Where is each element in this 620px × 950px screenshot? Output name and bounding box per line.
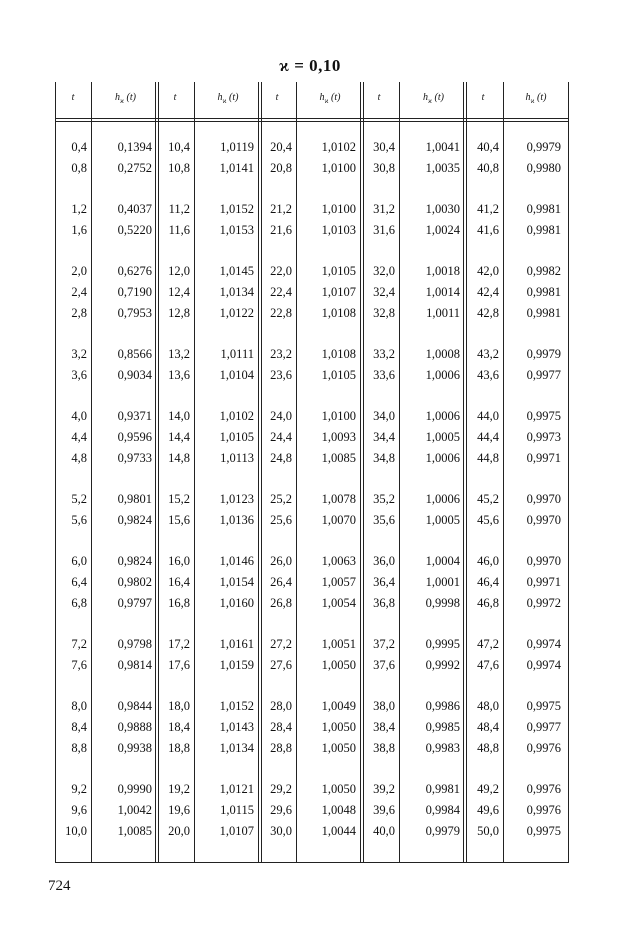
cell-h: 0,9824: [117, 554, 152, 568]
cell-h: 1,0105: [321, 264, 356, 278]
column-divider: [258, 82, 262, 862]
cell-h: 1,0134: [219, 285, 254, 299]
cell-t: 46,8: [477, 596, 499, 610]
column-divider: [360, 82, 364, 862]
cell-h: 0,9970: [526, 554, 561, 568]
cell-h: 0,9972: [526, 596, 561, 610]
cell-h: 0,9596: [117, 430, 152, 444]
cell-h: 1,0042: [117, 803, 152, 817]
cell-h: 1,0001: [425, 575, 460, 589]
cell-t: 12,8: [168, 306, 190, 320]
cell-t: 38,8: [373, 741, 395, 755]
cell-h: 0,9977: [526, 368, 561, 382]
cell-h: 0,9971: [526, 575, 561, 589]
header-t: t: [173, 92, 177, 103]
cell-h: 1,0161: [219, 637, 254, 651]
cell-h: 0,9973: [526, 430, 561, 444]
cell-h: 1,0119: [220, 140, 254, 154]
cell-t: 47,2: [477, 637, 499, 651]
cell-h: 0,9992: [425, 658, 460, 672]
cell-t: 4,8: [71, 451, 87, 465]
column-divider: [503, 82, 504, 862]
cell-t: 31,6: [373, 223, 395, 237]
cell-h: 0,1394: [117, 140, 152, 154]
cell-t: 28,0: [270, 699, 292, 713]
cell-t: 42,0: [477, 264, 499, 278]
cell-t: 9,2: [71, 782, 87, 796]
cell-t: 46,0: [477, 554, 499, 568]
cell-t: 6,0: [71, 554, 87, 568]
cell-t: 22,4: [270, 285, 292, 299]
cell-h: 0,2752: [117, 161, 152, 175]
cell-t: 8,0: [71, 699, 87, 713]
cell-h: 1,0048: [321, 803, 356, 817]
cell-t: 45,6: [477, 513, 499, 527]
cell-t: 18,0: [168, 699, 190, 713]
cell-t: 29,6: [270, 803, 292, 817]
cell-t: 37,2: [373, 637, 395, 651]
cell-t: 23,6: [270, 368, 292, 382]
cell-t: 0,8: [71, 161, 87, 175]
header-rule-inner: [56, 121, 568, 122]
cell-t: 49,6: [477, 803, 499, 817]
cell-h: 1,0050: [321, 720, 356, 734]
cell-t: 32,4: [373, 285, 395, 299]
header-t: t: [71, 92, 75, 103]
header-rule: [56, 118, 568, 119]
cell-t: 32,0: [373, 264, 395, 278]
cell-t: 37,6: [373, 658, 395, 672]
cell-t: 2,4: [71, 285, 87, 299]
cell-h: 0,9976: [526, 803, 561, 817]
cell-t: 30,8: [373, 161, 395, 175]
cell-t: 23,2: [270, 347, 292, 361]
data-table: [55, 82, 569, 863]
cell-h: 1,0159: [219, 658, 254, 672]
cell-t: 20,0: [168, 824, 190, 838]
cell-t: 1,6: [71, 223, 87, 237]
cell-h: 0,9938: [117, 741, 152, 755]
cell-t: 2,0: [71, 264, 87, 278]
cell-h: 0,9034: [117, 368, 152, 382]
cell-h: 1,0085: [321, 451, 356, 465]
cell-t: 3,6: [71, 368, 87, 382]
cell-t: 42,8: [477, 306, 499, 320]
cell-h: 1,0160: [219, 596, 254, 610]
cell-h: 0,5220: [117, 223, 152, 237]
cell-t: 14,4: [168, 430, 190, 444]
cell-t: 16,8: [168, 596, 190, 610]
cell-t: 10,0: [65, 824, 87, 838]
cell-t: 16,4: [168, 575, 190, 589]
cell-t: 2,8: [71, 306, 87, 320]
cell-t: 14,8: [168, 451, 190, 465]
cell-t: 11,2: [168, 202, 190, 216]
cell-h: 0,9976: [526, 741, 561, 755]
cell-t: 5,6: [71, 513, 87, 527]
cell-t: 48,4: [477, 720, 499, 734]
header-t: t: [481, 92, 485, 103]
cell-h: 1,0145: [219, 264, 254, 278]
cell-h: 1,0050: [321, 782, 356, 796]
header-h: $h_ϰ$ (t): [525, 92, 547, 105]
cell-t: 20,8: [270, 161, 292, 175]
cell-h: 1,0107: [219, 824, 254, 838]
cell-t: 16,0: [168, 554, 190, 568]
cell-t: 10,4: [168, 140, 190, 154]
cell-t: 43,2: [477, 347, 499, 361]
cell-h: 0,9976: [526, 782, 561, 796]
cell-t: 30,0: [270, 824, 292, 838]
cell-h: 1,0123: [219, 492, 254, 506]
cell-t: 24,4: [270, 430, 292, 444]
cell-t: 14,0: [168, 409, 190, 423]
cell-t: 36,8: [373, 596, 395, 610]
cell-h: 0,9824: [117, 513, 152, 527]
cell-h: 0,9979: [526, 347, 561, 361]
cell-t: 17,6: [168, 658, 190, 672]
cell-h: 1,0121: [219, 782, 254, 796]
cell-t: 46,4: [477, 575, 499, 589]
cell-h: 0,9970: [526, 492, 561, 506]
cell-t: 21,6: [270, 223, 292, 237]
cell-t: 48,8: [477, 741, 499, 755]
cell-t: 50,0: [477, 824, 499, 838]
cell-h: 1,0111: [220, 347, 254, 361]
cell-t: 41,6: [477, 223, 499, 237]
cell-t: 29,2: [270, 782, 292, 796]
cell-t: 35,2: [373, 492, 395, 506]
cell-h: 1,0102: [219, 409, 254, 423]
cell-t: 24,8: [270, 451, 292, 465]
cell-h: 1,0054: [321, 596, 356, 610]
cell-h: 1,0063: [321, 554, 356, 568]
header-h: $h_ϰ$ (t): [423, 92, 444, 105]
column-divider: [399, 82, 400, 862]
cell-h: 1,0100: [321, 161, 356, 175]
cell-t: 33,6: [373, 368, 395, 382]
cell-h: 1,0143: [219, 720, 254, 734]
cell-h: 1,0024: [425, 223, 460, 237]
cell-t: 40,4: [477, 140, 499, 154]
cell-h: 1,0006: [425, 451, 460, 465]
cell-t: 7,6: [71, 658, 87, 672]
cell-h: 1,0030: [425, 202, 460, 216]
cell-t: 19,2: [168, 782, 190, 796]
cell-h: 1,0004: [425, 554, 460, 568]
header-t: t: [275, 92, 279, 103]
cell-h: 0,9982: [526, 264, 561, 278]
cell-t: 0,4: [71, 140, 87, 154]
cell-t: 35,6: [373, 513, 395, 527]
cell-h: 0,9983: [425, 741, 460, 755]
cell-t: 5,2: [71, 492, 87, 506]
cell-t: 28,8: [270, 741, 292, 755]
cell-t: 27,6: [270, 658, 292, 672]
cell-h: 1,0153: [219, 223, 254, 237]
cell-t: 1,2: [71, 202, 87, 216]
cell-h: 1,0122: [219, 306, 254, 320]
cell-t: 36,0: [373, 554, 395, 568]
cell-h: 1,0049: [321, 699, 356, 713]
cell-t: 38,4: [373, 720, 395, 734]
cell-t: 38,0: [373, 699, 395, 713]
cell-t: 20,4: [270, 140, 292, 154]
header-h: $h_ϰ$ (t): [319, 92, 341, 105]
cell-h: 0,9974: [526, 637, 561, 651]
cell-t: 43,6: [477, 368, 499, 382]
cell-t: 6,8: [71, 596, 87, 610]
cell-t: 12,4: [168, 285, 190, 299]
header-h: $h_ϰ$ (t): [217, 92, 239, 105]
cell-h: 1,0108: [321, 306, 356, 320]
cell-h: 0,9980: [526, 161, 561, 175]
cell-h: 1,0018: [425, 264, 460, 278]
cell-t: 34,4: [373, 430, 395, 444]
cell-h: 1,0103: [321, 223, 356, 237]
cell-h: 1,0044: [321, 824, 356, 838]
cell-h: 1,0035: [425, 161, 460, 175]
cell-t: 22,8: [270, 306, 292, 320]
cell-h: 1,0050: [321, 658, 356, 672]
cell-t: 6,4: [71, 575, 87, 589]
cell-h: 1,0008: [425, 347, 460, 361]
cell-h: 0,9844: [117, 699, 152, 713]
cell-t: 25,6: [270, 513, 292, 527]
cell-h: 0,9970: [526, 513, 561, 527]
cell-t: 17,2: [168, 637, 190, 651]
cell-t: 26,4: [270, 575, 292, 589]
cell-h: 1,0005: [425, 513, 460, 527]
cell-h: 0,9802: [117, 575, 152, 589]
cell-t: 36,4: [373, 575, 395, 589]
cell-t: 12,0: [168, 264, 190, 278]
cell-t: 42,4: [477, 285, 499, 299]
cell-t: 4,0: [71, 409, 87, 423]
cell-t: 15,2: [168, 492, 190, 506]
column-divider: [463, 82, 467, 862]
cell-h: 1,0078: [321, 492, 356, 506]
cell-h: 0,9797: [117, 596, 152, 610]
cell-h: 0,9801: [117, 492, 152, 506]
cell-t: 8,8: [71, 741, 87, 755]
cell-h: 1,0014: [425, 285, 460, 299]
cell-t: 30,4: [373, 140, 395, 154]
cell-h: 0,9990: [117, 782, 152, 796]
cell-h: 0,6276: [117, 264, 152, 278]
cell-h: 0,9981: [425, 782, 460, 796]
cell-t: 44,0: [477, 409, 499, 423]
column-divider: [155, 82, 159, 862]
cell-h: 0,9981: [526, 202, 561, 216]
cell-t: 41,2: [477, 202, 499, 216]
cell-h: 1,0093: [321, 430, 356, 444]
cell-t: 8,4: [71, 720, 87, 734]
cell-t: 7,2: [71, 637, 87, 651]
column-divider: [91, 82, 92, 862]
cell-t: 44,4: [477, 430, 499, 444]
cell-t: 4,4: [71, 430, 87, 444]
cell-t: 3,2: [71, 347, 87, 361]
cell-t: 10,8: [168, 161, 190, 175]
cell-t: 21,2: [270, 202, 292, 216]
cell-h: 1,0154: [219, 575, 254, 589]
cell-h: 0,9986: [425, 699, 460, 713]
cell-t: 27,2: [270, 637, 292, 651]
cell-h: 0,9975: [526, 699, 561, 713]
cell-t: 15,6: [168, 513, 190, 527]
cell-t: 19,6: [168, 803, 190, 817]
cell-h: 1,0105: [321, 368, 356, 382]
cell-h: 0,9975: [526, 409, 561, 423]
cell-t: 9,6: [71, 803, 87, 817]
cell-h: 1,0006: [425, 492, 460, 506]
cell-h: 1,0152: [219, 699, 254, 713]
cell-t: 22,0: [270, 264, 292, 278]
cell-t: 32,8: [373, 306, 395, 320]
cell-t: 24,0: [270, 409, 292, 423]
cell-t: 18,8: [168, 741, 190, 755]
cell-h: 1,0041: [425, 140, 460, 154]
cell-t: 11,6: [168, 223, 190, 237]
cell-t: 44,8: [477, 451, 499, 465]
column-divider: [194, 82, 195, 862]
cell-h: 0,9979: [425, 824, 460, 838]
cell-h: 1,0100: [321, 202, 356, 216]
cell-h: 1,0108: [321, 347, 356, 361]
cell-h: 1,0113: [220, 451, 254, 465]
cell-h: 1,0011: [426, 306, 460, 320]
cell-t: 33,2: [373, 347, 395, 361]
cell-h: 0,9798: [117, 637, 152, 651]
cell-h: 0,9981: [526, 223, 561, 237]
cell-t: 45,2: [477, 492, 499, 506]
cell-h: 0,9979: [526, 140, 561, 154]
cell-h: 0,9984: [425, 803, 460, 817]
cell-h: 0,7953: [117, 306, 152, 320]
cell-h: 0,9998: [425, 596, 460, 610]
cell-h: 1,0006: [425, 368, 460, 382]
cell-t: 49,2: [477, 782, 499, 796]
cell-h: 1,0146: [219, 554, 254, 568]
cell-t: 34,8: [373, 451, 395, 465]
cell-h: 1,0105: [219, 430, 254, 444]
cell-h: 0,9977: [526, 720, 561, 734]
cell-t: 13,2: [168, 347, 190, 361]
cell-h: 0,9975: [526, 824, 561, 838]
cell-h: 1,0005: [425, 430, 460, 444]
cell-h: 0,9995: [425, 637, 460, 651]
cell-h: 0,8566: [117, 347, 152, 361]
cell-h: 1,0134: [219, 741, 254, 755]
cell-h: 1,0136: [219, 513, 254, 527]
cell-h: 0,9814: [117, 658, 152, 672]
header-h: $h_ϰ$ (t): [115, 92, 136, 105]
cell-t: 39,2: [373, 782, 395, 796]
cell-t: 13,6: [168, 368, 190, 382]
cell-h: 0,4037: [117, 202, 152, 216]
cell-h: 1,0057: [321, 575, 356, 589]
cell-t: 28,4: [270, 720, 292, 734]
cell-h: 1,0115: [220, 803, 254, 817]
cell-t: 26,8: [270, 596, 292, 610]
cell-h: 0,7190: [117, 285, 152, 299]
cell-t: 40,0: [373, 824, 395, 838]
cell-t: 48,0: [477, 699, 499, 713]
cell-t: 18,4: [168, 720, 190, 734]
cell-h: 1,0085: [117, 824, 152, 838]
cell-h: 0,9985: [425, 720, 460, 734]
cell-h: 0,9371: [117, 409, 152, 423]
cell-t: 34,0: [373, 409, 395, 423]
page-number: 724: [48, 878, 71, 894]
cell-h: 0,9981: [526, 285, 561, 299]
cell-h: 1,0141: [219, 161, 254, 175]
cell-t: 47,6: [477, 658, 499, 672]
cell-h: 0,9971: [526, 451, 561, 465]
cell-t: 26,0: [270, 554, 292, 568]
cell-t: 39,6: [373, 803, 395, 817]
table-title: ϰ = 0,10: [279, 56, 341, 75]
cell-t: 31,2: [373, 202, 395, 216]
cell-h: 1,0104: [219, 368, 254, 382]
cell-h: 1,0051: [321, 637, 356, 651]
cell-t: 25,2: [270, 492, 292, 506]
cell-h: 1,0102: [321, 140, 356, 154]
cell-h: 1,0107: [321, 285, 356, 299]
cell-h: 1,0006: [425, 409, 460, 423]
column-divider: [296, 82, 297, 862]
cell-h: 1,0050: [321, 741, 356, 755]
cell-h: 0,9981: [526, 306, 561, 320]
cell-h: 0,9733: [117, 451, 152, 465]
cell-h: 1,0152: [219, 202, 254, 216]
header-t: t: [377, 92, 381, 103]
cell-h: 1,0070: [321, 513, 356, 527]
cell-h: 1,0100: [321, 409, 356, 423]
cell-h: 0,9888: [117, 720, 152, 734]
cell-t: 40,8: [477, 161, 499, 175]
cell-h: 0,9974: [526, 658, 561, 672]
